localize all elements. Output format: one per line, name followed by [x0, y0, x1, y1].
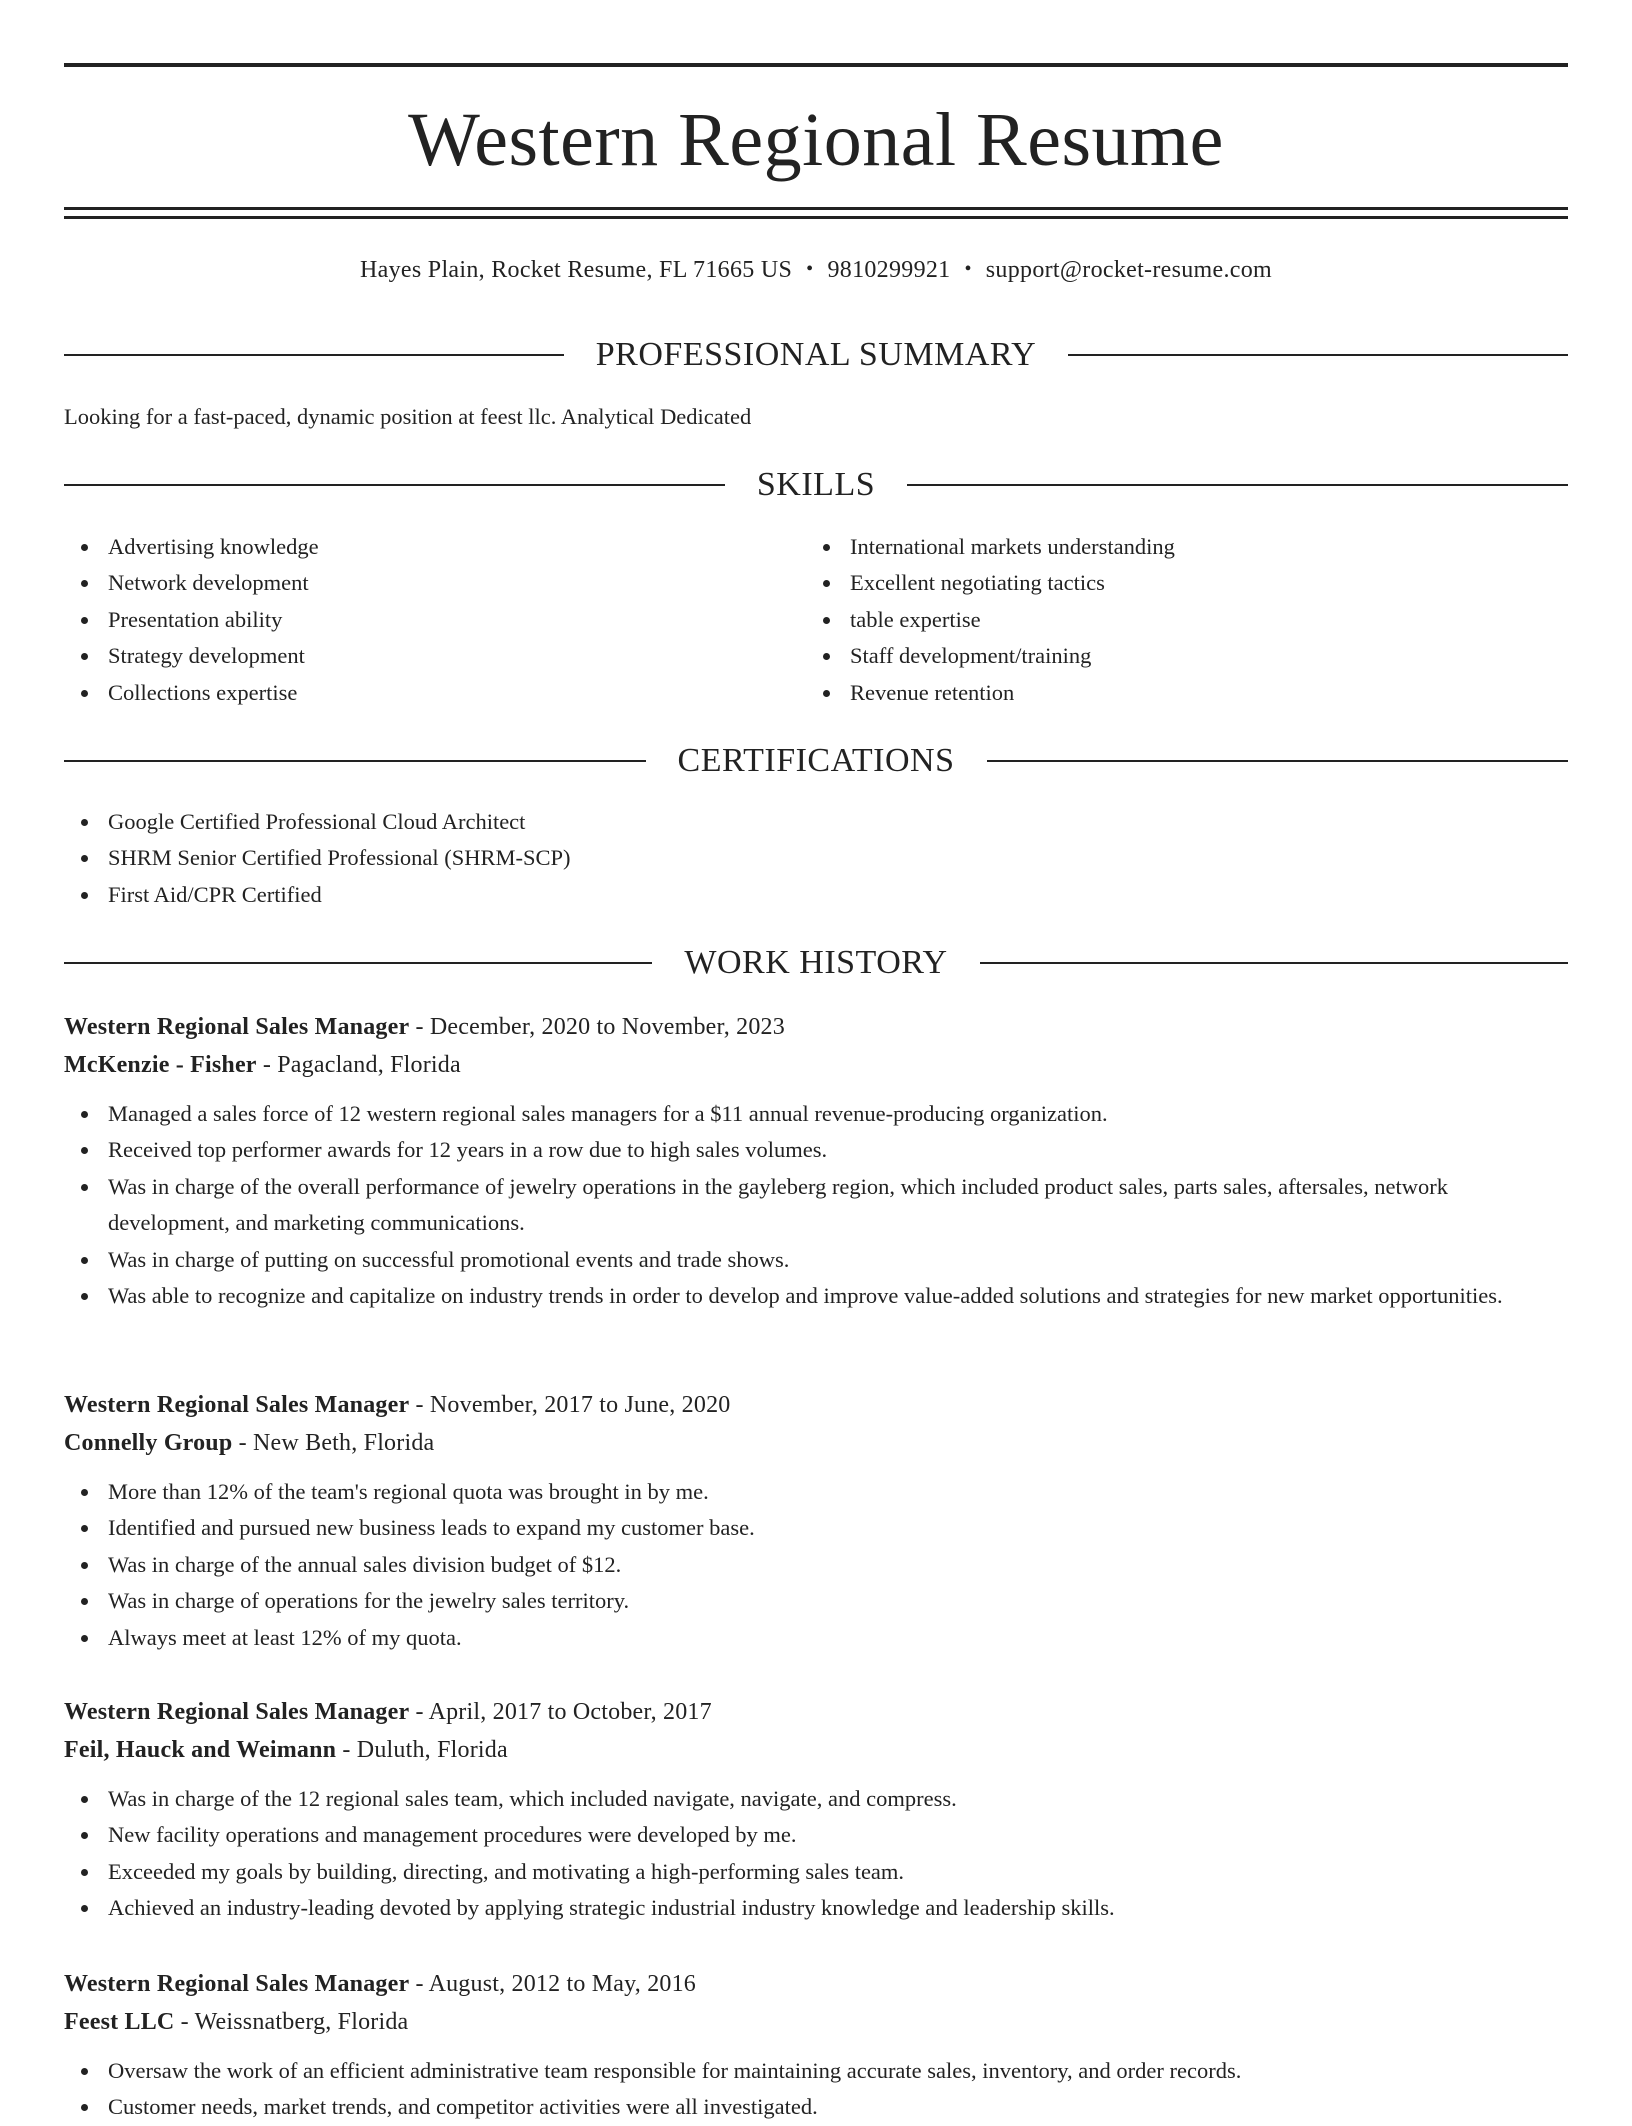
job-bullet: Received top performer awards for 12 years in a row due to high sales volumes. — [64, 1132, 1568, 1168]
job-location: - Pagacland, Florida — [256, 1052, 461, 1078]
header-bottom-rule-double — [64, 216, 1568, 219]
skill-item: Network development — [64, 565, 804, 601]
job-company: Feil, Hauck and Weimann — [64, 1737, 337, 1763]
certification-item: First Aid/CPR Certified — [64, 877, 1568, 913]
job-bullets — [64, 1096, 1568, 1314]
skill-item: Strategy development — [64, 638, 804, 674]
skills-list-right — [806, 529, 1568, 711]
job-location: - Duluth, Florida — [336, 1737, 508, 1763]
divider-line — [64, 760, 646, 762]
job-company: McKenzie - Fisher — [64, 1052, 257, 1078]
job-bullet: Was able to recognize and capitalize on industry trends in order to develop and improve value-added solutions and strategies for new market opportunities. — [64, 1278, 1568, 1314]
job-bullet: Achieved an industry-leading devoted by applying strategic industrial industry knowledge and leadership skills. — [64, 1890, 1568, 1926]
contact-email: support@rocket-resume.com — [985, 257, 1272, 283]
job-title-line — [64, 1386, 1568, 1424]
job-title-line — [64, 1965, 1568, 2003]
job-bullet: Always meet at least 12% of my quota. — [64, 1620, 1568, 1656]
job-company-line — [64, 1046, 1568, 1084]
divider-line — [907, 484, 1568, 486]
job-bullet: Was in charge of putting on successful promotional events and trade shows. — [64, 1242, 1568, 1278]
job-bullet: Was in charge of the 12 regional sales team, which included navigate, navigate, and compress. — [64, 1781, 1568, 1817]
skill-item: Staff development/training — [806, 638, 1568, 674]
divider-line — [987, 760, 1569, 762]
section-heading-work-history — [64, 941, 1568, 985]
divider-line — [64, 962, 652, 964]
job-company-line — [64, 1424, 1568, 1462]
contact-line — [64, 252, 1568, 288]
section-heading-summary — [64, 333, 1568, 377]
job-bullets — [64, 2053, 1568, 2126]
job-location: - New Beth, Florida — [232, 1430, 435, 1456]
header-bottom-rule — [64, 207, 1568, 210]
summary-text: Looking for a fast-paced, dynamic position at feest llc. Analytical Dedicated — [64, 404, 752, 429]
job-bullet: Customer needs, market trends, and competitor activities were all investigated. — [64, 2089, 1568, 2125]
section-heading-certifications — [64, 739, 1568, 783]
divider-line — [64, 484, 725, 486]
job-company: Feest LLC — [64, 2009, 175, 2035]
skill-item: Excellent negotiating tactics — [806, 565, 1568, 601]
skill-item: Advertising knowledge — [64, 529, 804, 565]
job-company-line — [64, 2003, 1568, 2041]
section-title: SKILLS — [756, 466, 876, 503]
divider-line — [980, 962, 1568, 964]
section-title: WORK HISTORY — [684, 944, 948, 981]
job-dates: - August, 2012 to May, 2016 — [409, 1971, 697, 1997]
job-company-line — [64, 1731, 1568, 1769]
skill-item: Revenue retention — [806, 675, 1568, 711]
job-entry — [64, 1965, 1568, 2126]
contact-phone: 9810299921 — [827, 257, 951, 283]
skills-list-left — [64, 529, 804, 711]
job-bullet: Identified and pursued new business leads to expand my customer base. — [64, 1510, 1568, 1546]
job-bullet: Was in charge of the annual sales division budget of $12. — [64, 1547, 1568, 1583]
divider-line — [64, 354, 564, 356]
certification-item: Google Certified Professional Cloud Architect — [64, 804, 1568, 840]
job-title: Western Regional Sales Manager — [64, 1699, 410, 1725]
job-title-line — [64, 1693, 1568, 1731]
contact-address: Hayes Plain, Rocket Resume, FL 71665 US — [360, 257, 793, 283]
certifications-list — [64, 804, 1568, 913]
job-bullet: Was in charge of the overall performance of jewelry operations in the gayleberg region, which included product sales, parts sales, aftersales, network development, and marketing communications. — [64, 1169, 1568, 1242]
resume-title: Western Regional Resume — [408, 98, 1224, 182]
job-title: Western Regional Sales Manager — [64, 1014, 410, 1040]
section-title: PROFESSIONAL SUMMARY — [595, 336, 1037, 373]
job-dates: - November, 2017 to June, 2020 — [409, 1392, 731, 1418]
job-entry — [64, 1693, 1568, 1927]
job-bullet: Managed a sales force of 12 western regional sales managers for a $11 annual revenue-producing organization. — [64, 1096, 1568, 1132]
job-bullet: Oversaw the work of an efficient administrative team responsible for maintaining accurate sales, inventory, and order records. — [64, 2053, 1568, 2089]
contact-separator: • — [806, 258, 814, 280]
job-bullet: More than 12% of the team's regional quota was brought in by me. — [64, 1474, 1568, 1510]
skill-item: table expertise — [806, 602, 1568, 638]
skill-item: International markets understanding — [806, 529, 1568, 565]
job-company: Connelly Group — [64, 1430, 233, 1456]
job-entry — [64, 1008, 1568, 1314]
job-dates: - April, 2017 to October, 2017 — [409, 1699, 712, 1725]
job-title-line — [64, 1008, 1568, 1046]
job-bullet: New facility operations and management procedures were developed by me. — [64, 1817, 1568, 1853]
job-bullets — [64, 1474, 1568, 1656]
job-location: - Weissnatberg, Florida — [174, 2009, 409, 2035]
job-bullet: Was in charge of operations for the jewelry sales territory. — [64, 1583, 1568, 1619]
contact-separator: • — [964, 258, 972, 280]
certification-item: SHRM Senior Certified Professional (SHRM-SCP) — [64, 840, 1568, 876]
skill-item: Presentation ability — [64, 602, 804, 638]
job-title: Western Regional Sales Manager — [64, 1392, 410, 1418]
section-title: CERTIFICATIONS — [677, 742, 955, 779]
divider-line — [1068, 354, 1568, 356]
header-top-rule — [64, 63, 1568, 67]
section-heading-skills — [64, 463, 1568, 507]
job-entry — [64, 1386, 1568, 1656]
skill-item: Collections expertise — [64, 675, 804, 711]
job-dates: - December, 2020 to November, 2023 — [409, 1014, 785, 1040]
job-bullets — [64, 1781, 1568, 1927]
job-bullet: Exceeded my goals by building, directing, and motivating a high-performing sales team. — [64, 1854, 1568, 1890]
job-title: Western Regional Sales Manager — [64, 1971, 410, 1997]
